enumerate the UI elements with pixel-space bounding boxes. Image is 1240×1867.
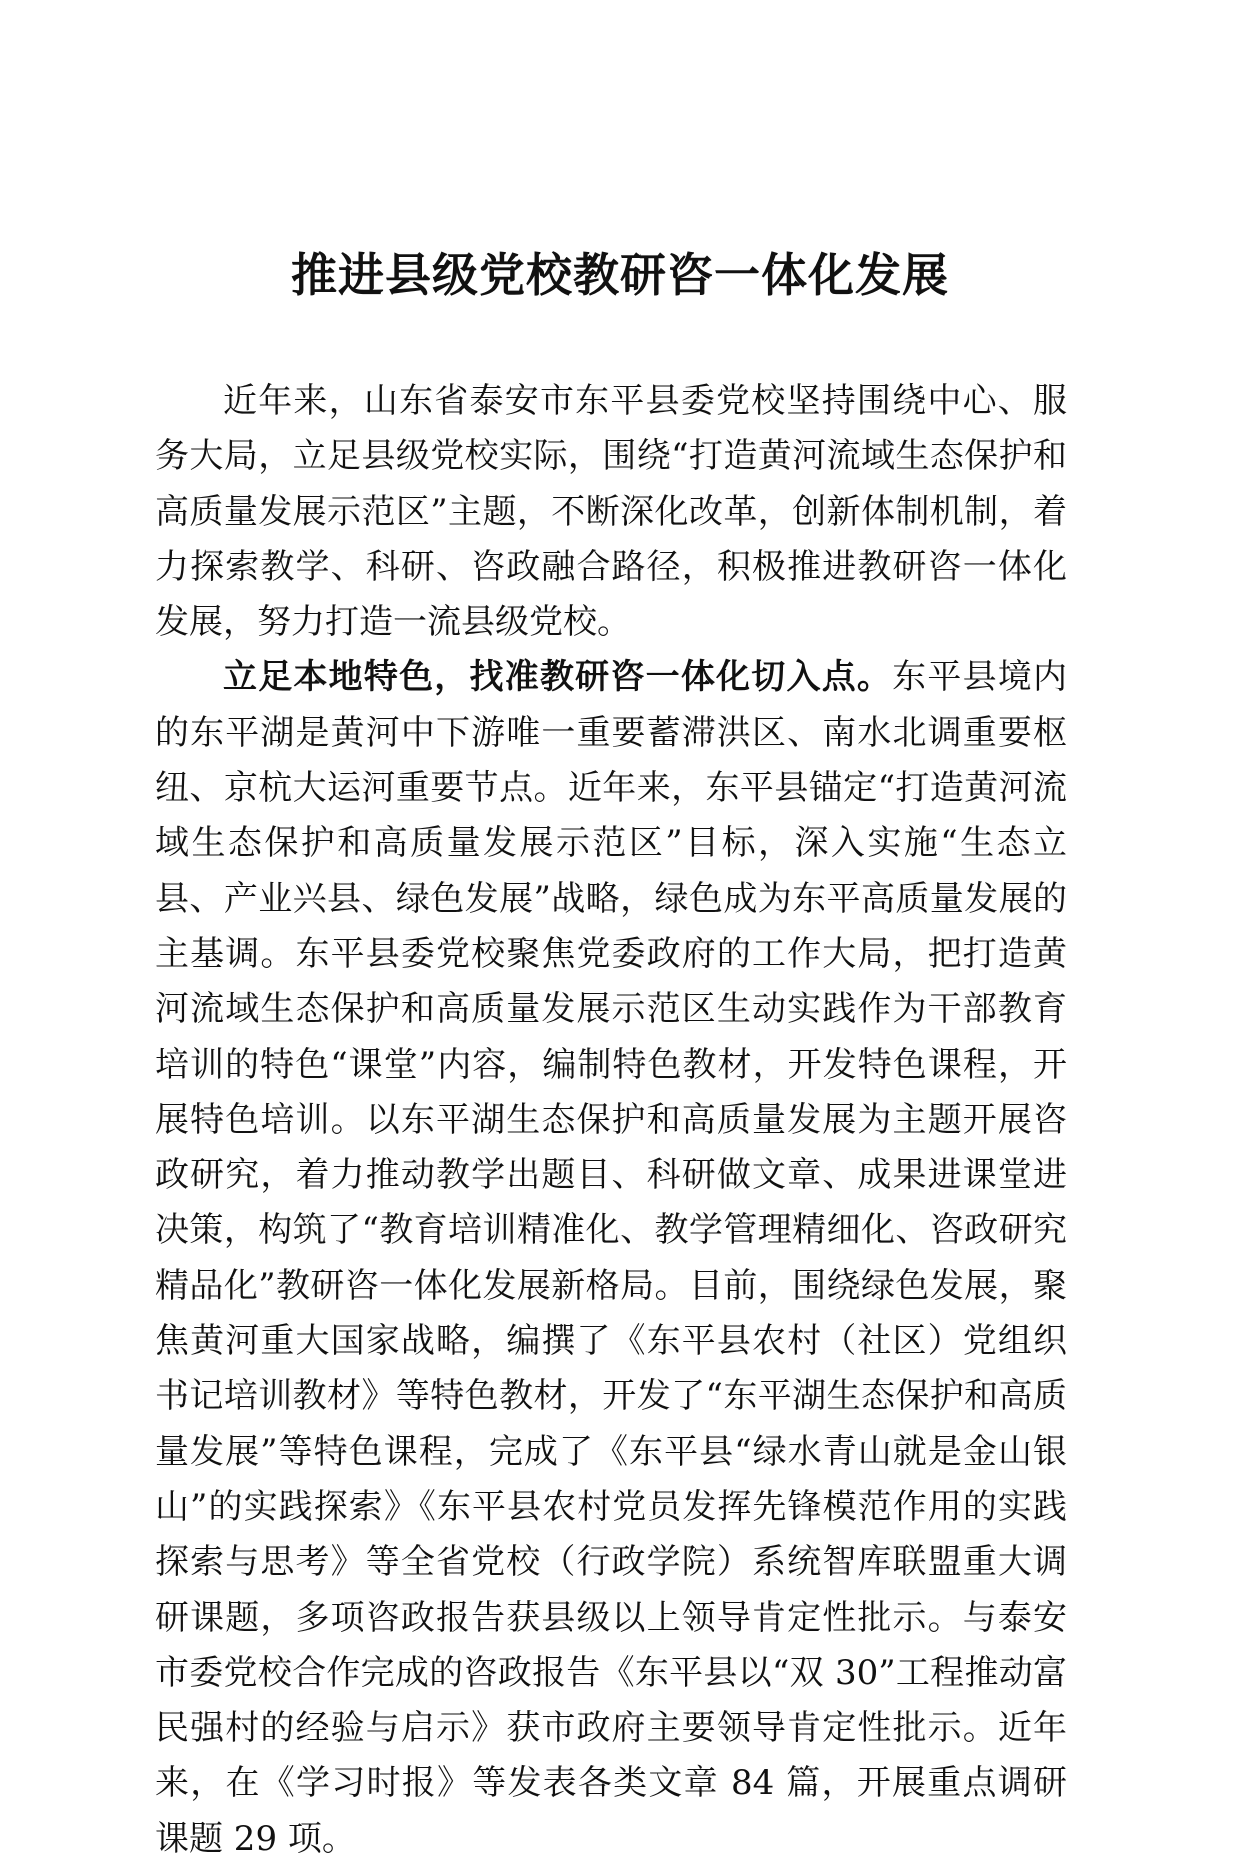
paragraph-local-features [155,650,1067,1867]
paragraph-intro [155,374,1067,650]
paragraph-local-features-text: 东平县境内的东平湖是黄河中下游唯一重要蓄滞洪区、南水北调重要枢纽、京杭大运河重要节点。近年来，东平县锚定“打造黄河流域生态保护和高质量发展示范区”目标，深入实施“生态立县、产业兴县、绿色发展”战略，绿色成为东平高质量发展的主基调。东平县委党校聚焦党委政府的工作大局，把打造黄河流域生态保护和高质量发展示范区生动实践作为干部教育培训的特色“课堂”内容，编制特色教材，开发特色课程，开展特色培训。以东平湖生态保护和高质量发展为主题开展咨政研究，着力推动教学出题目、科研做文章、成果进课堂进决策，构筑了“教育培训精准化、教学管理精细化、咨政研究精品化”教研咨一体化发展新格局。目前，围绕绿色发展，聚焦黄河重大国家战略，编撰了《东平县农村（社区）党组织书记培训教材》等特色教材，开发了“东平湖生态保护和高质量发展”等特色课程，完成了《东平县“绿水青山就是金山银山”的实践探索》《东平县农村党员发挥先锋模范作用的实践探索与思考》等全省党校（行政学院）系统智库联盟重大调研课题，多项咨政报告获县级以上领导肯定性批示。与泰安市委党校合作完成的咨政报告《东平县以“双 30”工程推动富民强村的经验与启示》获市政府主要领导肯定性批示。近年来，在《学习时报》等发表各类文章 84 篇，开展重点调研课题 29 项。 [155,657,1068,1859]
paragraph-local-features-heading: 立足本地特色，找准教研咨一体化切入点。 [223,657,893,698]
document-body [155,374,1067,1867]
document-title: 推进县级党校教研咨一体化发展 [291,248,949,302]
paragraph-intro-text: 近年来，山东省泰安市东平县委党校坚持围绕中心、服务大局，立足县级党校实际，围绕“打造黄河流域生态保护和高质量发展示范区”主题，不断深化改革，创新体制机制，着力探索教学、科研、咨政融合路径，积极推进教研咨一体化发展，努力打造一流县级党校。 [155,381,1067,643]
